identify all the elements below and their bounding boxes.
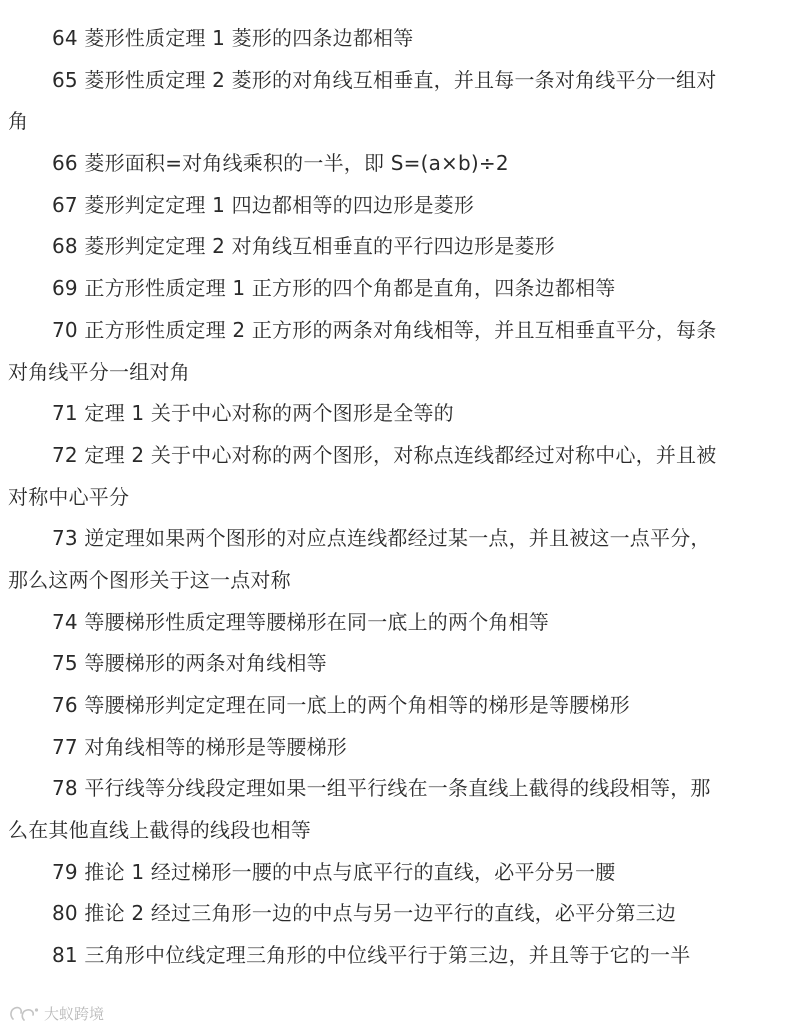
text-line: 76 等腰梯形判定定理在同一底上的两个角相等的梯形是等腰梯形 [52, 693, 630, 717]
text-line: 75 等腰梯形的两条对角线相等 [52, 651, 327, 676]
text-line: 角 [8, 109, 29, 134]
text-line: 79 推论 1 经过梯形一腰的中点与底平行的直线，必平分另一腰 [52, 859, 616, 884]
text-line: 74 等腰梯形性质定理等腰梯形在同一底上的两个角相等 [52, 609, 550, 634]
text-line: 对称中心平分 [8, 484, 130, 509]
text-line: 65 菱形性质定理 2 菱形的对角线互相垂直，并且每一条对角线平分一组对 [52, 67, 717, 92]
text-line: 77 对角线相等的梯形是等腰梯形 [52, 734, 348, 759]
text-line: 72 定理 2 关于中心对称的两个图形，对称点连线都经过对称中心，并且被 [52, 442, 717, 467]
text-lines [8, 18, 784, 977]
text-line: 那么这两个图形关于这一点对称 [8, 567, 291, 592]
text-line: 对角线平分一组对角 [8, 359, 190, 384]
watermark-logo-icon [8, 1005, 40, 1023]
text-line: 71 定理 1 关于中心对称的两个图形是全等的 [52, 401, 454, 426]
text-line: 66 菱形面积=对角线乘积的一半，即 S=(a×b)÷2 [52, 151, 509, 176]
watermark-text: 大蚁跨境 [44, 1005, 105, 1023]
text-line: 73 逆定理如果两个图形的对应点连线都经过某一点，并且被这一点平分， [52, 526, 711, 551]
text-line: 68 菱形判定定理 2 对角线互相垂直的平行四边形是菱形 [52, 234, 555, 259]
text-line: 70 正方形性质定理 2 正方形的两条对角线相等，并且互相垂直平分，每条 [52, 317, 717, 342]
text-line: 69 正方形性质定理 1 正方形的四个角都是直角，四条边都相等 [52, 276, 616, 301]
text-line: 67 菱形判定定理 1 四边都相等的四边形是菱形 [52, 192, 475, 217]
text-line: 78 平行线等分线段定理如果一组平行线在一条直线上截得的线段相等，那 [52, 776, 711, 801]
text-line: 64 菱形性质定理 1 菱形的四条边都相等 [52, 26, 414, 50]
text-line: 80 推论 2 经过三角形一边的中点与另一边平行的直线，必平分第三边 [52, 901, 677, 926]
text-line: 么在其他直线上截得的线段也相等 [8, 818, 311, 843]
text-line: 81 三角形中位线定理三角形的中位线平行于第三边，并且等于它的一半 [52, 943, 691, 968]
watermark [8, 1004, 104, 1024]
